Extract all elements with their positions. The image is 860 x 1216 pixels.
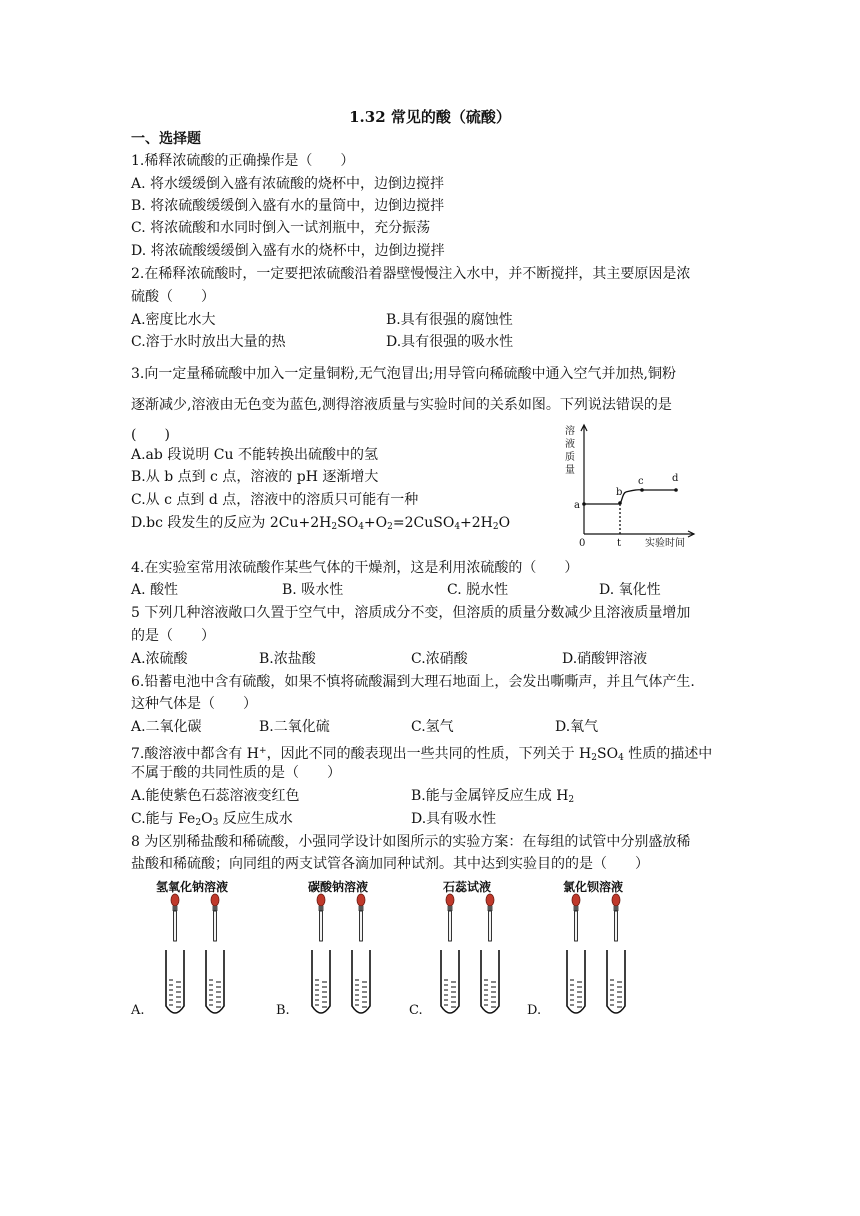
q8-option-c-letter: C. [409, 1003, 423, 1018]
graph-point-c [640, 488, 644, 492]
dropper-collar [448, 906, 453, 911]
q5-stem-line1: 5 下列几种溶液敞口久置于空气中，溶质成分不变，但溶质的质量分数减少且溶液质量增加 [131, 605, 691, 621]
q7-option-a: A.能使紫色石蕊溶液变红色 [131, 788, 300, 804]
reagent-label: 石蕊试液 [442, 880, 491, 894]
q7-option-c: C.能与 $Fe_2O_3$ 反应生成水 [131, 811, 293, 828]
q7-stem-line1: 7.酸溶液中都含有 H+，因此不同的酸表现出一些共同的性质，下列关于 $H_2SO_4$ 性质的描述中 [131, 746, 713, 763]
q8-option-a-diagram [137, 878, 247, 1018]
q4-option-d: D. 氧化性 [599, 582, 661, 598]
graph-point-a [582, 502, 586, 506]
q1-option-a: A. 将水缓缓倒入盛有浓硫酸的烧杯中，边倒边搅拌 [131, 176, 445, 192]
graph-ylabel-char: 量 [565, 465, 575, 476]
test-tube [166, 950, 184, 1013]
dropper-collar [359, 906, 364, 911]
q7-option-b: B.能与金属锌反应生成 $H_2$ [411, 788, 575, 805]
graph-point-a-label: a [574, 500, 580, 511]
test-tube [441, 950, 459, 1013]
q4-option-c: C. 脱水性 [447, 582, 509, 598]
q6-stem-line2: 这种气体是（ ） [131, 696, 257, 712]
graph-ylabel-char: 液 [565, 439, 575, 450]
q6-option-d: D.氧气 [555, 719, 599, 735]
dropper-tube [360, 911, 363, 941]
dropper-tube [575, 911, 578, 941]
dropper-collar [213, 906, 218, 911]
graph-point-b-label: b [616, 487, 623, 498]
q1-option-d: D. 将浓硫酸缓缓倒入盛有水的烧杯中，边倒边搅拌 [131, 243, 445, 259]
q5-stem-line2: 的是（ ） [131, 628, 215, 644]
q8-stem-line1: 8 为区别稀盐酸和稀硫酸，小强同学设计如图所示的实验方案：在每组的试管中分别盛放稀 [131, 834, 691, 850]
test-tube [481, 950, 499, 1013]
q3-option-c: C.从 c 点到 d 点，溶液中的溶质只可能有一种 [131, 492, 419, 508]
q1-option-c: C. 将浓硫酸和水同时倒入一试剂瓶中，充分振荡 [131, 220, 431, 236]
dropper-bulb [211, 894, 219, 906]
test-tube [607, 950, 625, 1013]
test-tube [352, 950, 370, 1013]
test-tube [206, 950, 224, 1013]
graph-curve [584, 490, 676, 534]
q2-option-a: A.密度比水大 [131, 312, 216, 328]
q6-option-a: A.二氧化碳 [131, 719, 202, 735]
section-heading: 一、选择题 [131, 131, 201, 147]
test-tube [312, 950, 330, 1013]
q5-option-d: D.硝酸钾溶液 [562, 651, 648, 667]
q8-option-c-diagram [412, 878, 522, 1018]
reagent-label: 氢氧化钠溶液 [155, 880, 228, 894]
q4-stem: 4.在实验室常用浓硫酸作某些气体的干燥剂，这是利用浓硫酸的（ ） [131, 560, 579, 576]
graph-ylabel-char: 溶 [565, 426, 575, 437]
dropper-tube [320, 911, 323, 941]
q5-option-c: C.浓硝酸 [411, 651, 468, 667]
graph-point-c-label: c [638, 476, 644, 487]
dropper-bulb [171, 894, 179, 906]
q3-stem-line3: ( ) [131, 427, 170, 443]
graph-point-d [674, 488, 678, 492]
q1-stem: 1.稀释浓硫酸的正确操作是（ ） [131, 153, 355, 169]
graph-ylabel-char: 质 [565, 452, 575, 463]
q4-option-b: B. 吸水性 [282, 582, 344, 598]
graph-xlabel: 实验时间 [645, 538, 685, 549]
graph-origin-label: 0 [579, 538, 586, 549]
q3-stem-line2: 逐渐减少,溶液由无色变为蓝色,测得溶液质量与实验时间的关系如图。下列说法错误的是 [131, 397, 672, 413]
test-tubes-icon [412, 878, 522, 1018]
q2-stem-line2: 硫酸（ ） [131, 289, 215, 305]
reagent-label: 氯化钡溶液 [562, 880, 623, 894]
test-tube [567, 950, 585, 1013]
q2-option-c: C.溶于水时放出大量的热 [131, 334, 286, 350]
q3-option-b: B.从 b 点到 c 点，溶液的 pH 逐渐增大 [131, 469, 379, 485]
q8-option-b-letter: B. [276, 1003, 290, 1018]
reagent-label: 碳酸钠溶液 [307, 880, 368, 894]
test-tubes-icon [137, 878, 247, 1018]
dropper-collar [574, 906, 579, 911]
q3-option-a: A.ab 段说明 Cu 不能转换出硫酸中的氢 [131, 447, 378, 463]
dropper-tube [449, 911, 452, 941]
graph-point-b [618, 501, 622, 505]
q8-option-d-letter: D. [527, 1003, 542, 1018]
q4-option-a: A. 酸性 [131, 582, 179, 598]
q6-option-c: C.氢气 [411, 719, 454, 735]
dropper-collar [614, 906, 619, 911]
q3-stem-line1: 3.向一定量稀硫酸中加入一定量铜粉,无气泡冒出;用导管向稀硫酸中通入空气并加热,铜粉 [131, 366, 676, 382]
page-title: 1.32 常见的酸（硫酸） [349, 108, 511, 126]
q7-stem-line2: 不属于酸的共同性质的是（ ） [131, 765, 341, 781]
q8-stem-line2: 盐酸和稀硫酸；向同组的两支试管各滴加同种试剂。其中达到实验目的的是（ ） [131, 856, 649, 872]
dropper-tube [214, 911, 217, 941]
dropper-collar [319, 906, 324, 911]
q3-option-d: D.bc 段发生的反应为 $2Cu+2H_2SO_4+O_2=2CuSO_4+2H_2O$ [131, 515, 511, 532]
q6-option-b: B.二氧化硫 [259, 719, 330, 735]
dropper-bulb [317, 894, 325, 906]
q7-option-d: D.具有吸水性 [411, 811, 497, 827]
solution-mass-graph [560, 420, 700, 550]
q1-option-b: B. 将浓硫酸缓缓倒入盛有水的量筒中，边倒边搅拌 [131, 198, 445, 214]
graph-t-label: t [617, 538, 622, 549]
dropper-tube [174, 911, 177, 941]
test-tubes-icon [283, 878, 393, 1018]
q8-option-a-letter: A. [131, 1003, 145, 1018]
dropper-bulb [612, 894, 620, 906]
dropper-bulb [357, 894, 365, 906]
q8-option-b-diagram [283, 878, 393, 1018]
q2-option-b: B.具有很强的腐蚀性 [386, 312, 513, 328]
dropper-collar [173, 906, 178, 911]
q6-stem-line1: 6.铅蓄电池中含有硫酸，如果不慎将硫酸漏到大理石地面上，会发出嘶嘶声，并且气体产生. [131, 674, 695, 690]
dropper-tube [489, 911, 492, 941]
graph-point-d-label: d [672, 473, 679, 484]
q5-option-a: A.浓硫酸 [131, 651, 188, 667]
q5-option-b: B.浓盐酸 [259, 651, 316, 667]
q2-stem-line1: 2.在稀释浓硫酸时，一定要把浓硫酸沿着器壁慢慢注入水中，并不断搅拌，其主要原因是浓 [131, 266, 691, 282]
q8-option-d-diagram [538, 878, 648, 1018]
dropper-bulb [486, 894, 494, 906]
dropper-bulb [572, 894, 580, 906]
dropper-tube [615, 911, 618, 941]
dropper-collar [488, 906, 493, 911]
dropper-bulb [446, 894, 454, 906]
test-tubes-icon [538, 878, 648, 1018]
q2-option-d: D.具有很强的吸水性 [386, 334, 514, 350]
